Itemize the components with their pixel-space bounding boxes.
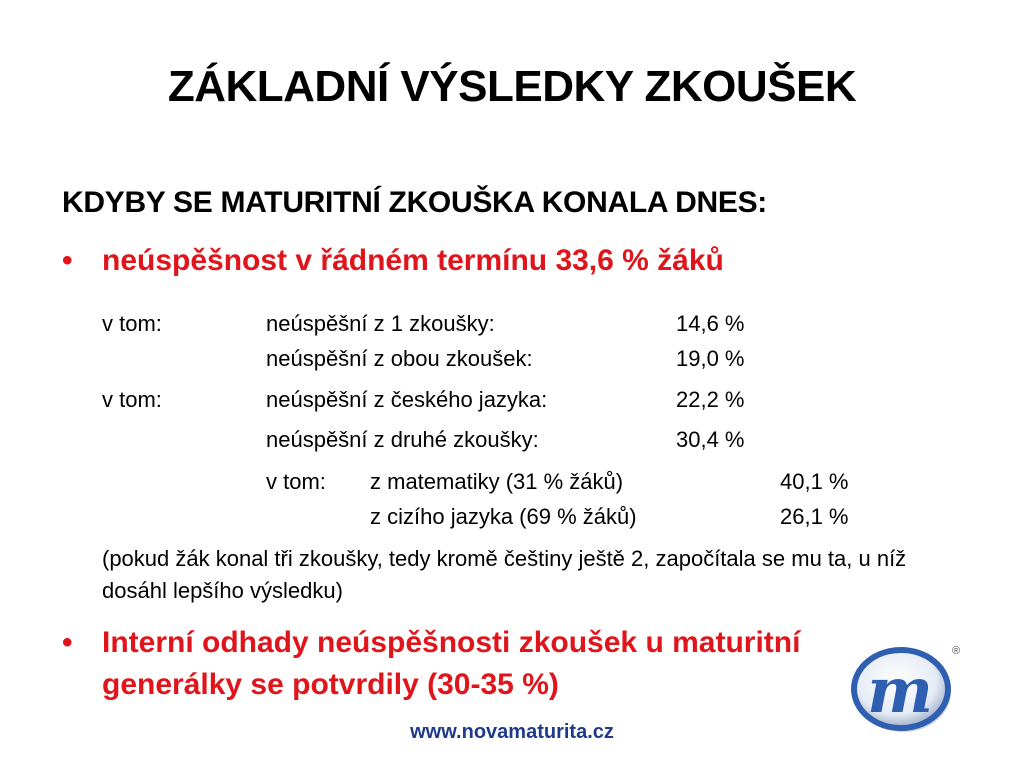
subrow-label: z cizího jazyka (69 % žáků) bbox=[370, 504, 637, 529]
row-label: neúspěšní z druhé zkoušky: bbox=[266, 427, 539, 452]
bullet-internal-estimates bbox=[62, 622, 882, 706]
row-value: 14,6 % bbox=[676, 311, 745, 336]
bullet-internal-estimates-text: Interní odhady neúspěšnosti zkoušek u maturitní generálky se potvrdily (30-35 %) bbox=[102, 626, 801, 701]
row-value: 22,2 % bbox=[676, 387, 745, 412]
subrow-value: 40,1 % bbox=[780, 469, 849, 494]
row-lead: v tom: bbox=[102, 387, 162, 412]
logo-letter: m bbox=[867, 654, 933, 727]
website-url: www.novamaturita.cz bbox=[410, 721, 614, 743]
section-heading: KDYBY SE MATURITNÍ ZKOUŠKA KONALA DNES: bbox=[62, 186, 767, 219]
row-label: neúspěšní z obou zkoušek: bbox=[266, 346, 533, 371]
slide-title: ZÁKLADNÍ VÝSLEDKY ZKOUŠEK bbox=[167, 62, 857, 111]
bullet-failure-rate-text: neúspěšnost v řádném termínu 33,6 % žáků bbox=[102, 244, 724, 277]
registered-mark: ® bbox=[951, 645, 961, 657]
row-value: 30,4 % bbox=[676, 427, 745, 452]
row-label: neúspěšní z 1 zkoušky: bbox=[266, 311, 495, 336]
subrow-lead: v tom: bbox=[266, 469, 326, 494]
subrow-value: 26,1 % bbox=[780, 504, 849, 529]
bullet-icon: • bbox=[62, 244, 73, 277]
bullet-failure-rate bbox=[62, 240, 724, 282]
footnote: (pokud žák konal tři zkoušky, tedy kromě češtiny ještě 2, započítala se mu ta, u níž dosáhl lepšího výsledku) bbox=[102, 546, 907, 603]
row-value: 19,0 % bbox=[676, 346, 745, 371]
row-lead: v tom: bbox=[102, 311, 162, 336]
subrow-label: z matematiky (31 % žáků) bbox=[370, 469, 624, 494]
row-label: neúspěšní z českého jazyka: bbox=[266, 387, 548, 412]
bullet-icon: • bbox=[62, 626, 73, 659]
